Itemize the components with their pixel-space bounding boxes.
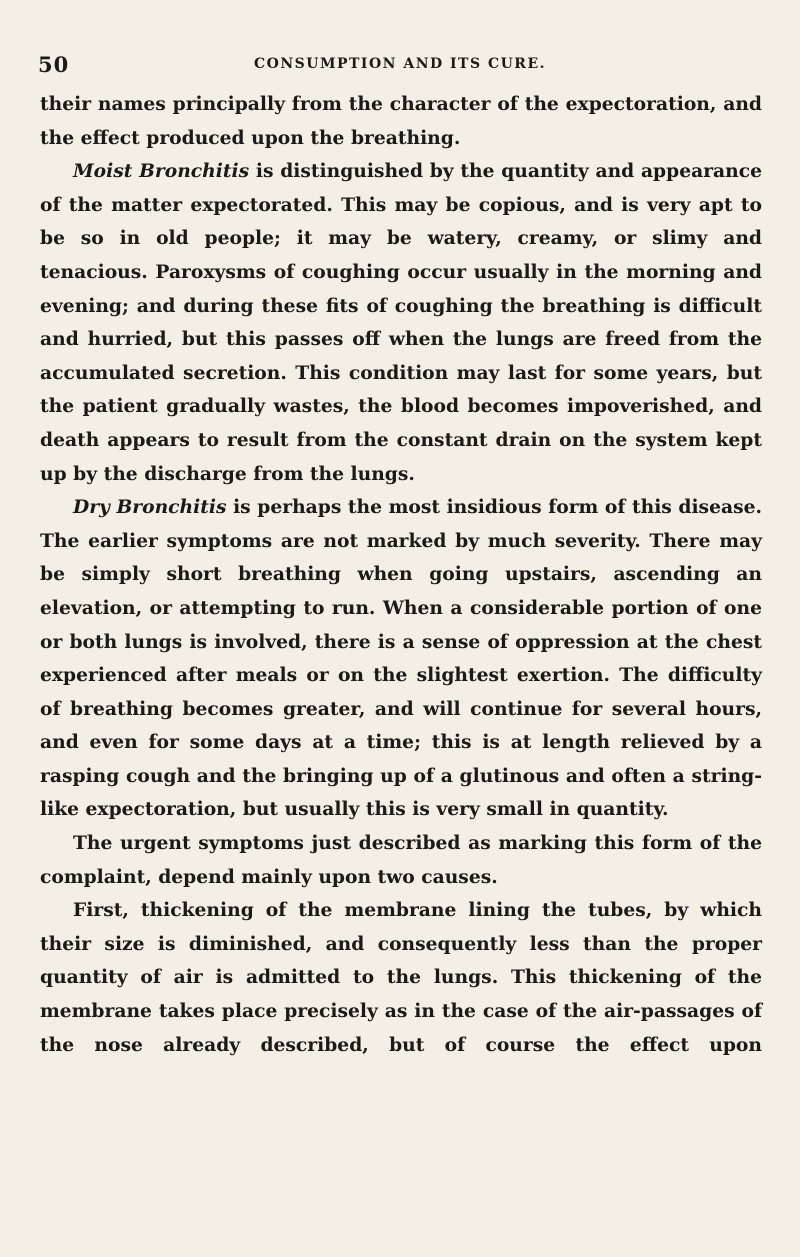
paragraph-text: is distinguished by the quantity and appearance of the matter expectorated. This may be copious, and is very apt to be so in old people; it may be watery, creamy, or slimy and tenacious. Paroxysms of coughing occur usually in the morning and evening; and during these fits of coughing the breathing is difficult and hurried, but this passes off when the lungs are freed from the accumulated secretion. This condition may last for some years, but the patient gradually wastes, the blood becomes impoverished, and death appears to result from the constant drain on the system kept up by the discharge from the lungs. xyxy=(40,160,763,485)
paragraph xyxy=(40,155,762,491)
italic-term: Moist Bronchitis xyxy=(73,160,250,183)
page-header xyxy=(38,52,762,82)
paragraph xyxy=(40,88,762,155)
paragraph-text: The urgent symptoms just described as marking this form of the complaint, depend mainly upon two causes. xyxy=(40,832,762,888)
page-number: 50 xyxy=(38,52,70,77)
running-title: CONSUMPTION AND ITS CURE. xyxy=(254,56,546,72)
paragraph-text: First, thickening of the membrane lining the tubes, by which their size is diminished, and consequently less than the proper quantity of air is admitted to the lungs. This thickening of the membrane takes place precisely as in the case of the air-passages of the nose already described, but of course the effect upon xyxy=(40,899,762,1056)
paragraph xyxy=(40,827,762,894)
italic-term: Dry Bronchitis xyxy=(73,496,227,519)
paragraph xyxy=(40,491,762,827)
paragraph xyxy=(40,894,762,1062)
paragraph-text: is perhaps the most insidious form of this disease. The earlier symptoms are not marked by much severity. There may be simply short breathing when going upstairs, ascending an elevation, or attempting to run. When a considerable portion of one or both lungs is involved, there is a sense of oppression at the chest experienced after meals or on the slightest exertion. The difficulty of breathing becomes greater, and will continue for several hours, and even for some days at a time; this is at length relieved by a rasping cough and the bringing up of a glutinous and often a string-like expectoration, but usually this is very small in quantity. xyxy=(40,496,762,821)
paragraph-text: their names principally from the character of the expectoration, and the effect produced upon the breathing. xyxy=(40,93,762,149)
body-text xyxy=(40,88,762,1062)
